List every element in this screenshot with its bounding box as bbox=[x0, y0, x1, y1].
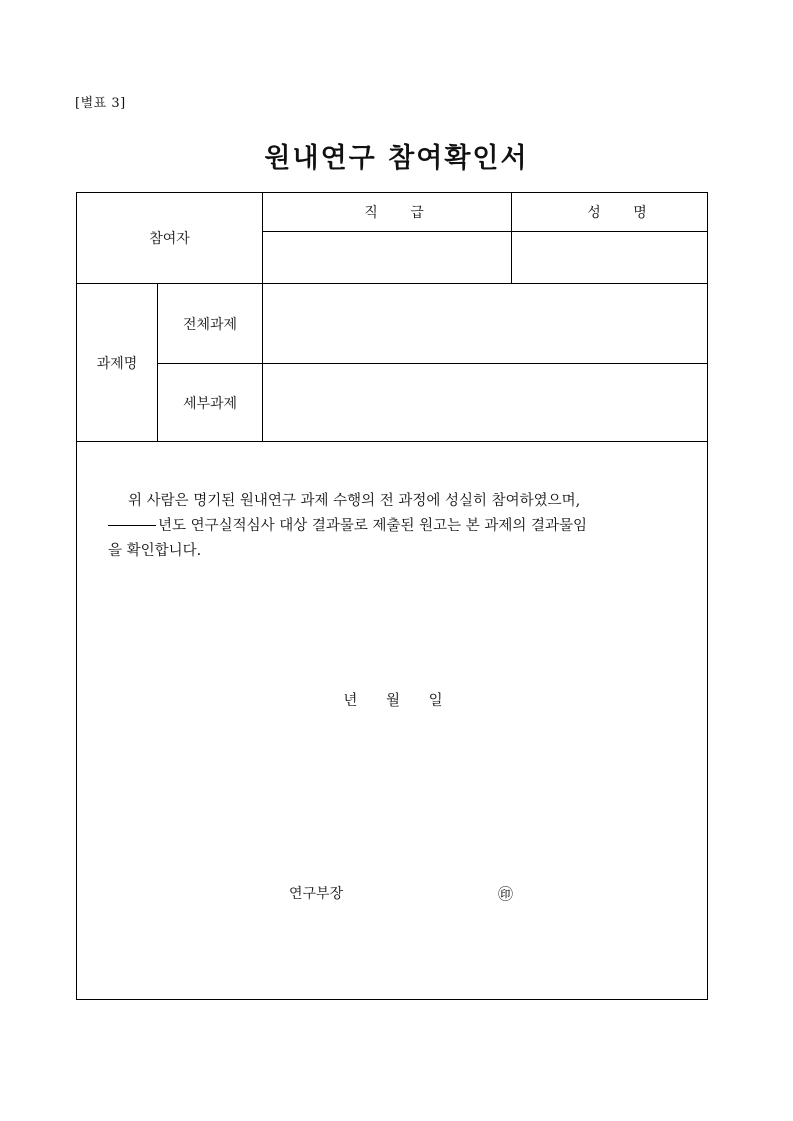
participant-label: 참여자 bbox=[149, 231, 190, 247]
month-label: 월 bbox=[385, 693, 400, 709]
date-line bbox=[77, 689, 709, 710]
annex-label: [별표 3] bbox=[75, 96, 126, 111]
seal-mark-icon: ㊞ bbox=[498, 885, 514, 903]
statement-line-2-text: 년도 연구실적심사 대상 결과물로 제출된 원고는 본 과제의 결과물임 bbox=[158, 518, 588, 534]
statement-line-3: 을 확인합니다. bbox=[108, 543, 202, 559]
statement-line-2 bbox=[108, 514, 688, 539]
day-label: 일 bbox=[428, 693, 443, 709]
name-field[interactable] bbox=[512, 232, 708, 283]
project-label: 과제명 bbox=[96, 355, 138, 372]
year-label: 년 bbox=[343, 693, 358, 709]
statement-line-1: 위 사람은 명기된 원내연구 과제 수행의 전 과정에 성실히 참여하였으며, bbox=[128, 493, 581, 509]
overall-project-field[interactable] bbox=[263, 284, 708, 363]
page-title: 원내연구 참여확인서 bbox=[264, 143, 529, 174]
position-header: 직 급 bbox=[364, 205, 438, 221]
name-header: 성 명 bbox=[587, 205, 661, 221]
sub-project-label: 세부과제 bbox=[182, 395, 238, 412]
confirmation-form bbox=[76, 192, 708, 1000]
position-field[interactable] bbox=[263, 232, 511, 283]
sub-project-field[interactable] bbox=[263, 364, 708, 441]
statement-paragraph bbox=[108, 489, 688, 564]
overall-project-label: 전체과제 bbox=[182, 316, 238, 333]
section-divider bbox=[77, 441, 708, 442]
signature-label: 연구부장 bbox=[289, 886, 344, 902]
year-blank bbox=[108, 525, 156, 526]
